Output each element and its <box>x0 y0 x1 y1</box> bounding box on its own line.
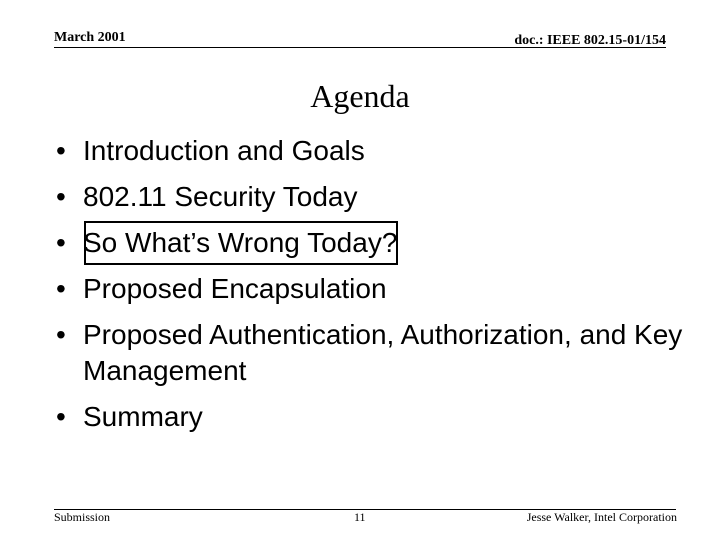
footer-page-number: 11 <box>354 510 366 524</box>
bullet-icon: • <box>56 181 66 212</box>
agenda-item-text: Proposed Encapsulation <box>83 273 387 304</box>
slide-title: Agenda <box>310 78 410 114</box>
footer-author: Jesse Walker, Intel Corporation <box>526 510 677 524</box>
agenda-item <box>56 174 696 220</box>
header-divider <box>54 47 666 48</box>
bullet-icon: • <box>56 135 66 166</box>
header-date: March 2001 <box>54 30 126 45</box>
agenda-item-text: Proposed Authentication, Authorization, and Key Management <box>83 319 683 386</box>
bullet-icon: • <box>56 227 66 258</box>
agenda-item <box>56 128 696 174</box>
agenda-item-text: Introduction and Goals <box>83 135 365 166</box>
agenda-item <box>56 394 696 440</box>
bullet-icon: • <box>56 401 66 432</box>
agenda-list <box>56 128 696 440</box>
agenda-item-text: So What’s Wrong Today? <box>83 220 399 266</box>
agenda-item <box>56 266 696 312</box>
agenda-item <box>56 312 696 394</box>
header-doc-id: doc.: IEEE 802.15-01/154 <box>514 33 666 48</box>
agenda-item-highlighted <box>56 220 696 266</box>
agenda-item-text: 802.11 Security Today <box>83 181 358 212</box>
bullet-icon: • <box>56 319 66 350</box>
footer-submission: Submission <box>54 510 111 524</box>
agenda-item-text: Summary <box>83 401 203 432</box>
bullet-icon: • <box>56 273 66 304</box>
